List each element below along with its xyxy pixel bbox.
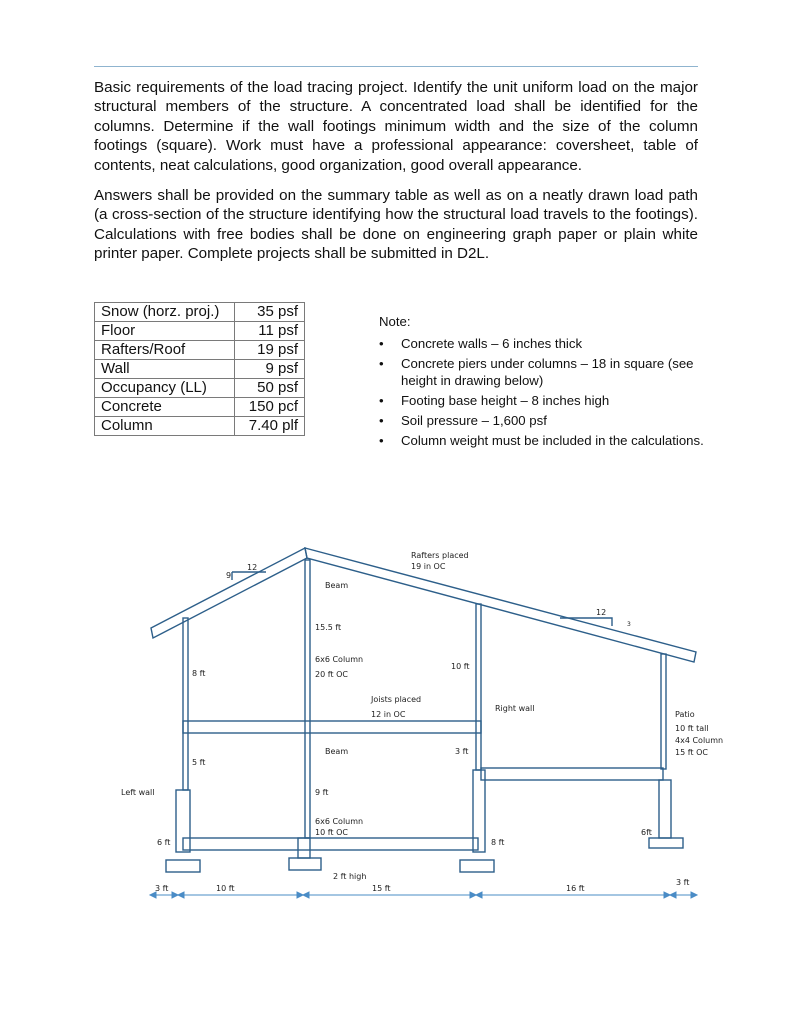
dimension-3-right: 3 ft [676, 878, 690, 887]
submission-paragraph: Answers shall be provided on the summary table as well as on a neatly drawn load path (a cross-section of the structure identifying how the structural load travels to the footings). Calculations with free bodies shall be done on engineering graph paper or plain white printer paper. Complete projects shall be submitted in D2L. [94, 187, 698, 263]
header-rule [94, 66, 698, 67]
list-item: • Soil pressure – 1,600 psf [379, 412, 709, 429]
height-5-label: 5 ft [192, 758, 206, 767]
load-value: 19 psf [235, 341, 305, 360]
table-row [95, 398, 305, 417]
load-value: 50 psf [235, 379, 305, 398]
upper-floor-joists [183, 721, 481, 733]
table-row [95, 417, 305, 436]
table-row [95, 322, 305, 341]
right-wall-stud [476, 604, 481, 770]
requirements-paragraph: Basic requirements of the load tracing project. Identify the unit uniform load on the major structural members of the structure. A concentrated load shall be identified for the columns. Determine if the wall footings minimum width and the size of the column footings (square). Work must have a professional appearance: coversheet, table of contents, neat calculations, good organization, good overall appearance. [94, 79, 698, 174]
load-label: Occupancy (LL) [95, 379, 235, 398]
arrowhead [476, 892, 482, 898]
lower-column-spacing-label: 10 ft OC [315, 828, 348, 837]
load-value: 11 psf [235, 322, 305, 341]
arrowhead [303, 892, 309, 898]
patio-spacing-label: 15 ft OC [675, 748, 708, 757]
patio-deck [481, 768, 663, 780]
lower-floor-beam [183, 838, 478, 850]
height-6-left-label: 6 ft [157, 838, 171, 847]
dimension-15: 15 ft [372, 884, 391, 893]
table-row [95, 379, 305, 398]
left-footing [166, 860, 200, 872]
left-wall-stud [183, 618, 188, 790]
table-row [95, 303, 305, 322]
column-spacing-label: 20 ft OC [315, 670, 348, 679]
list-item: • Concrete piers under columns – 18 in square (see height in drawing below) [379, 355, 709, 389]
notes-list [379, 335, 709, 449]
load-value: 150 pcf [235, 398, 305, 417]
list-item: • Column weight must be included in the calculations. [379, 432, 709, 449]
load-value: 7.40 plf [235, 417, 305, 436]
list-item: • Concrete walls – 6 inches thick [379, 335, 709, 352]
right-wall-label: Right wall [495, 704, 535, 713]
structure-cross-section [0, 540, 791, 910]
patio-height-label: 10 ft tall [675, 724, 709, 733]
left-slope-rise-label: 9 [226, 571, 232, 580]
height-8-right-label: 8 ft [491, 838, 505, 847]
notes-block [379, 313, 709, 452]
height-9-label: 9 ft [315, 788, 329, 797]
center-pier [298, 838, 310, 858]
dimension-10: 10 ft [216, 884, 235, 893]
column-size-label: 6x6 Column [315, 655, 364, 664]
notes-title: Note: [379, 314, 411, 329]
load-label: Wall [95, 360, 235, 379]
joists-oc-label: 12 in OC [371, 710, 406, 719]
patio-column-label: 4x4 Column [675, 736, 724, 745]
load-label: Column [95, 417, 235, 436]
left-slope-run-label: 12 [247, 563, 258, 572]
right-footing [460, 860, 494, 872]
center-column [305, 560, 310, 838]
arrowhead [178, 892, 184, 898]
table-row [95, 360, 305, 379]
right-slope-run-label: 12 [596, 608, 607, 617]
patio-pier [659, 780, 671, 838]
left-wall-label: Left wall [121, 788, 155, 797]
height-6-patio-label: 6ft [641, 828, 652, 837]
right-slope-rise-label: 3 [627, 621, 631, 628]
load-value: 35 psf [235, 303, 305, 322]
dimension-3-left: 3 ft [155, 884, 169, 893]
center-footing [289, 858, 321, 870]
joists-placed-label: Joists placed [371, 695, 422, 704]
rafters-oc-label: 19 in OC [411, 562, 446, 571]
patio-footing [649, 838, 683, 848]
load-value: 9 psf [235, 360, 305, 379]
rafters-placed-label: Rafters placed [411, 551, 469, 560]
load-label: Snow (horz. proj.) [95, 303, 235, 322]
beam-mid-label: Beam [325, 747, 349, 756]
pier-height-label: 2 ft high [333, 872, 367, 881]
height-8-left-label: 8 ft [192, 669, 206, 678]
loads-table [94, 302, 305, 436]
list-item: • Footing base height – 8 inches high [379, 392, 709, 409]
table-row [95, 341, 305, 360]
arrowhead [670, 892, 676, 898]
beam-top-label: Beam [325, 581, 349, 590]
load-label: Floor [95, 322, 235, 341]
right-concrete-wall [473, 770, 485, 852]
height-10-label: 10 ft [451, 662, 470, 671]
arrowhead [691, 892, 697, 898]
right-roof-rafter [305, 548, 696, 662]
patio-column [661, 654, 666, 769]
load-label: Concrete [95, 398, 235, 417]
load-label: Rafters/Roof [95, 341, 235, 360]
dimension-16: 16 ft [566, 884, 585, 893]
lower-column-size-label: 6x6 Column [315, 817, 364, 826]
left-roof-rafter [151, 548, 307, 638]
patio-label: Patio [675, 710, 695, 719]
height-15-5-label: 15.5 ft [315, 623, 342, 632]
height-3-label: 3 ft [455, 747, 469, 756]
right-slope-triangle [560, 618, 612, 626]
